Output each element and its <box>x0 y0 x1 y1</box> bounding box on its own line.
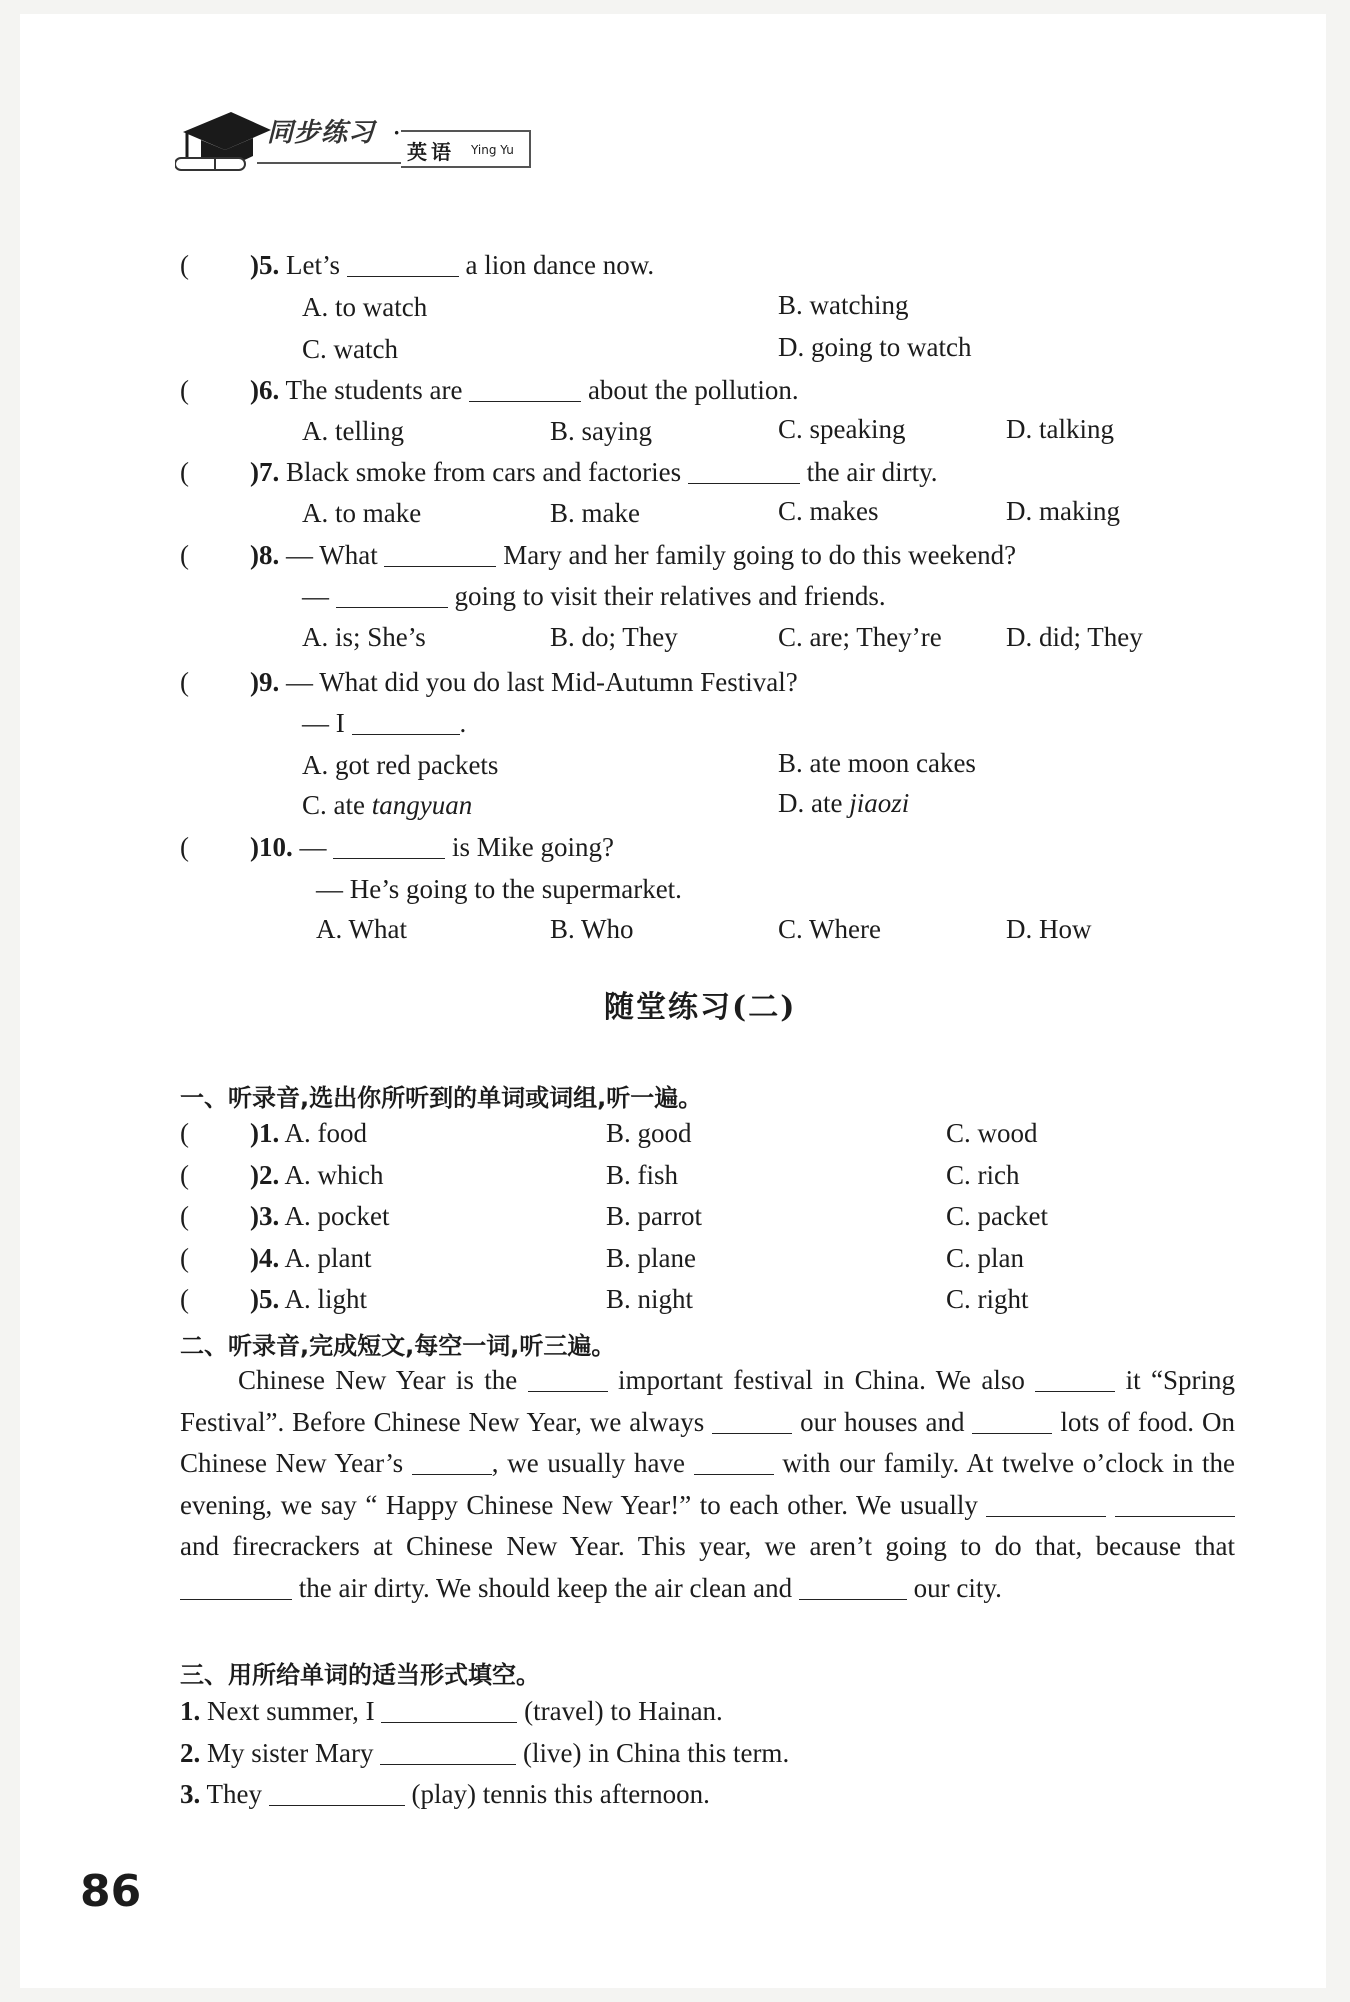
question-number: )5. <box>250 250 280 280</box>
option-c: C. watch <box>302 334 398 364</box>
option-c: C. makes <box>778 496 879 526</box>
question-text: Mary and her family going to do this weekend? <box>503 540 1017 570</box>
answer-blank[interactable] <box>336 581 448 608</box>
answer-blank[interactable] <box>352 708 460 735</box>
option-b: B. good <box>606 1118 692 1148</box>
option-d: D. going to watch <box>778 332 972 362</box>
question-number: )10. <box>250 832 293 862</box>
question-text: the air dirty. <box>806 457 938 487</box>
graduation-cap-icon <box>175 106 275 178</box>
option-c: C. packet <box>946 1201 1048 1231</box>
question-number: )6. <box>250 375 280 405</box>
question-text: going to visit their relatives and friends. <box>454 581 886 611</box>
question-9 <box>250 665 798 699</box>
cloze-blank[interactable] <box>972 1407 1052 1434</box>
passage-text: our houses and <box>800 1406 965 1437</box>
cloze-blank[interactable] <box>528 1365 608 1392</box>
option-c: C. plan <box>946 1243 1024 1273</box>
passage-text: our city. <box>913 1572 1002 1603</box>
answer-paren: ( <box>180 457 189 487</box>
question-9-line-2 <box>302 706 466 740</box>
question-10-line-2: — He’s going to the supermarket. <box>316 874 682 904</box>
subject-label: 英语 <box>407 140 455 164</box>
option-c: C. speaking <box>778 414 906 444</box>
question-number: )8. <box>250 540 280 570</box>
answer-paren: ( <box>180 1118 189 1148</box>
listening-item <box>250 1241 372 1275</box>
passage-text: it “Spring Festival”. Before Chinese New Year, we always <box>180 1365 1236 1437</box>
option-d: D. talking <box>1006 414 1114 444</box>
passage-text: the air dirty. We should keep the air clean and <box>298 1572 793 1603</box>
passage-text: Chinese New Year is the <box>238 1365 518 1395</box>
option-a: A. light <box>284 1284 368 1314</box>
answer-blank[interactable] <box>688 457 800 484</box>
question-text: Black smoke from cars and factories <box>286 457 682 487</box>
option-a: A. plant <box>284 1243 372 1273</box>
option-text: D. ate <box>778 788 850 818</box>
item-text: Next summer, I <box>207 1696 375 1726</box>
passage-text: with our family. At twelve o’clock in the evening, we say “ Happy Chinese New Year!” to each other. We usually <box>180 1448 1236 1520</box>
item-number: )1. <box>250 1118 280 1148</box>
listening-item <box>250 1199 389 1233</box>
fill-item <box>180 1736 789 1770</box>
option-d: D. did; They <box>1006 622 1143 652</box>
question-text: — What <box>286 540 378 570</box>
header-dot: · <box>393 120 401 145</box>
option-a: A. which <box>284 1160 384 1190</box>
subject-pinyin: Ying Yu <box>471 143 514 157</box>
cloze-blank[interactable] <box>712 1407 792 1434</box>
answer-paren: ( <box>180 1284 189 1314</box>
fill-item <box>180 1777 710 1811</box>
item-number: 2. <box>180 1738 201 1768</box>
option-b: B. fish <box>606 1160 679 1190</box>
answer-blank[interactable] <box>381 1696 517 1723</box>
question-5 <box>250 248 654 282</box>
item-number: )2. <box>250 1160 280 1190</box>
question-7 <box>250 455 938 489</box>
option-italic-word: jiaozi <box>849 788 910 818</box>
option-a: A. is; She’s <box>302 622 426 652</box>
answer-blank[interactable] <box>269 1779 405 1806</box>
item-number: 1. <box>180 1696 201 1726</box>
item-text: My sister Mary <box>207 1738 374 1768</box>
question-8 <box>250 538 1016 572</box>
cloze-passage <box>180 1360 1235 1609</box>
option-a: A. What <box>316 914 407 944</box>
item-number: )4. <box>250 1243 280 1273</box>
option-b: B. ate moon cakes <box>778 748 976 778</box>
answer-paren: ( <box>180 540 189 570</box>
answer-blank[interactable] <box>469 375 581 402</box>
option-b: B. make <box>550 498 640 528</box>
cloze-blank[interactable] <box>412 1448 492 1475</box>
passage-text: and firecrackers at Chinese New Year. This year, we aren’t going to do that, because that <box>180 1531 1235 1561</box>
option-a: A. to watch <box>302 292 428 322</box>
answer-blank[interactable] <box>347 250 459 277</box>
page-header <box>175 100 535 180</box>
item-number: 3. <box>180 1779 201 1809</box>
item-text: (play) tennis this afternoon. <box>411 1779 710 1809</box>
cloze-blank[interactable] <box>986 1490 1106 1517</box>
item-text: (live) in China this term. <box>522 1738 790 1768</box>
answer-paren: ( <box>180 1201 189 1231</box>
answer-paren: ( <box>180 1160 189 1190</box>
option-c: C. are; They’re <box>778 622 942 652</box>
option-a: A. to make <box>302 498 422 528</box>
question-text: — <box>302 581 329 611</box>
cloze-blank[interactable] <box>1115 1490 1235 1517</box>
option-b: B. Who <box>550 914 634 944</box>
option-d: D. making <box>1006 496 1120 526</box>
answer-paren: ( <box>180 1243 189 1273</box>
option-b: B. do; They <box>550 622 678 652</box>
item-text: (travel) to Hainan. <box>524 1696 723 1726</box>
part-3-title: 三、用所给单词的适当形式填空。 <box>180 1661 540 1689</box>
fill-item <box>180 1694 723 1728</box>
option-b: B. parrot <box>606 1201 702 1231</box>
cloze-blank[interactable] <box>799 1573 907 1600</box>
listening-item <box>250 1116 367 1150</box>
option-italic-word: tangyuan <box>371 790 473 820</box>
listening-item <box>250 1158 384 1192</box>
answer-paren: ( <box>180 375 189 405</box>
page-number: 86 <box>80 1866 142 1917</box>
question-text: The students are <box>285 375 463 405</box>
question-text: is Mike going? <box>452 832 614 862</box>
option-d: D. How <box>1006 914 1092 944</box>
option-b: B. watching <box>778 290 909 320</box>
section-title: 随堂练习(二) <box>604 990 797 1025</box>
header-underline <box>257 162 401 164</box>
listening-item <box>250 1282 367 1316</box>
option-a: A. got red packets <box>302 750 499 780</box>
item-text: They <box>206 1779 262 1809</box>
answer-blank[interactable] <box>384 540 496 567</box>
question-number: )7. <box>250 457 280 487</box>
option-b: B. plane <box>606 1243 696 1273</box>
cloze-blank[interactable] <box>1035 1365 1115 1392</box>
option-b: B. saying <box>550 416 653 446</box>
question-text: — <box>299 832 327 862</box>
series-brand: 同步练习 <box>267 118 376 148</box>
option-a: A. telling <box>302 416 404 446</box>
item-number: )3. <box>250 1201 280 1231</box>
option-c: C. Where <box>778 914 881 944</box>
question-text: about the pollution. <box>587 375 799 405</box>
part-2-title: 二、听录音,完成短文,每空一词,听三遍。 <box>180 1332 616 1360</box>
option-a: A. food <box>284 1118 368 1148</box>
answer-paren: ( <box>180 832 189 862</box>
option-b: B. night <box>606 1284 694 1314</box>
option-a: A. pocket <box>284 1201 390 1231</box>
question-text: — I <box>302 708 345 738</box>
part-1-title: 一、听录音,选出你所听到的单词或词组,听一遍。 <box>180 1084 703 1112</box>
answer-paren: ( <box>180 250 189 280</box>
answer-blank[interactable] <box>380 1738 516 1765</box>
passage-text: , we usually have <box>491 1448 686 1478</box>
item-number: )5. <box>250 1284 280 1314</box>
question-number: )9. <box>250 667 280 697</box>
question-text: . <box>459 708 467 738</box>
question-8-line-2 <box>302 579 886 613</box>
question-text: a lion dance now. <box>465 250 655 280</box>
question-text: Let’s <box>286 250 340 280</box>
question-text: — What did you do last Mid-Autumn Festival? <box>286 667 798 697</box>
cloze-blank[interactable] <box>180 1573 292 1600</box>
option-text: C. ate <box>302 790 372 820</box>
question-10 <box>250 830 614 864</box>
passage-text: important festival in China. We also <box>618 1365 1025 1395</box>
cloze-blank[interactable] <box>694 1448 774 1475</box>
option-d <box>778 786 909 820</box>
answer-blank[interactable] <box>333 832 445 859</box>
option-c: C. rich <box>946 1160 1020 1190</box>
question-6 <box>250 373 799 407</box>
option-c: C. wood <box>946 1118 1038 1148</box>
option-c: C. right <box>946 1284 1029 1314</box>
passage-text: lots of food. On Chinese New Year’s <box>180 1406 1236 1478</box>
answer-paren: ( <box>180 667 189 697</box>
option-c <box>302 788 472 822</box>
